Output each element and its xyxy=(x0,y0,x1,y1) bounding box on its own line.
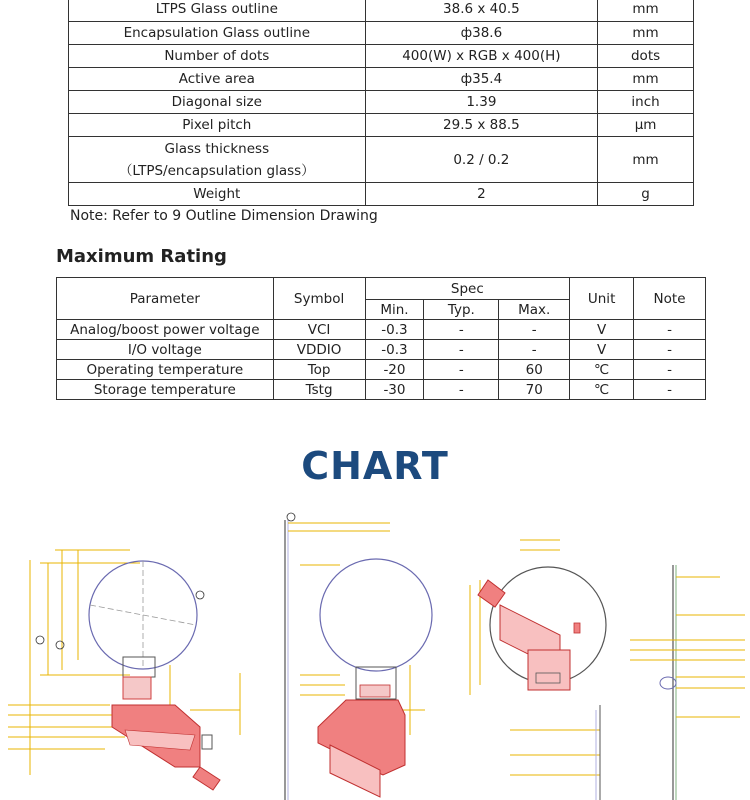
cell-max: 70 xyxy=(499,380,570,400)
callout-icon xyxy=(287,513,295,521)
spec-item: Weight xyxy=(69,183,366,206)
outline-dimension-drawing xyxy=(0,505,750,800)
front-view-drawing xyxy=(8,550,240,790)
section-title: Maximum Rating xyxy=(56,246,227,267)
cell-min: -30 xyxy=(365,380,424,400)
cell-unit: V xyxy=(570,340,634,360)
callout-icon xyxy=(196,591,204,599)
chart-heading: CHART xyxy=(301,444,449,488)
spec-value: 400(W) x RGB x 400(H) xyxy=(365,45,598,68)
back-view-drawing xyxy=(300,559,432,797)
col-header-note: Note xyxy=(634,278,706,320)
col-header-spec: Spec xyxy=(365,278,570,300)
table-row xyxy=(57,320,706,340)
cell-min: -20 xyxy=(365,360,424,380)
spec-unit: mm xyxy=(598,0,694,22)
spec-value: ф38.6 xyxy=(365,22,598,45)
cell-unit: V xyxy=(570,320,634,340)
col-header-max: Max. xyxy=(499,300,570,320)
table-row xyxy=(69,91,694,114)
table-note: Note: Refer to 9 Outline Dimension Drawing xyxy=(70,208,378,224)
cell-max: 60 xyxy=(499,360,570,380)
cell-typ: - xyxy=(424,380,499,400)
cell-parameter: Analog/boost power voltage xyxy=(57,320,274,340)
fpc-connector xyxy=(360,685,390,697)
spec-item xyxy=(69,137,366,183)
cell-symbol: VDDIO xyxy=(273,340,365,360)
max-rating-table xyxy=(56,277,706,400)
cell-min: -0.3 xyxy=(365,320,424,340)
table-row xyxy=(69,183,694,206)
cell-typ: - xyxy=(424,340,499,360)
cell-min: -0.3 xyxy=(365,340,424,360)
header-row xyxy=(57,278,706,300)
table-row xyxy=(57,380,706,400)
cell-unit: ℃ xyxy=(570,360,634,380)
spec-value: 1.39 xyxy=(365,91,598,114)
col-header-symbol: Symbol xyxy=(273,278,365,320)
spec-item: Number of dots xyxy=(69,45,366,68)
cell-unit: ℃ xyxy=(570,380,634,400)
table-row xyxy=(57,340,706,360)
spec-value: 38.6 x 40.5 xyxy=(365,0,598,22)
spec-unit: g xyxy=(598,183,694,206)
cell-typ: - xyxy=(424,320,499,340)
col-header-typ: Typ. xyxy=(424,300,499,320)
spec-value: 0.2 / 0.2 xyxy=(365,137,598,183)
cell-note: - xyxy=(634,380,706,400)
callout-icon xyxy=(56,641,64,649)
table-row xyxy=(69,114,694,137)
spec-unit: mm xyxy=(598,68,694,91)
spec-value: 2 xyxy=(365,183,598,206)
col-header-min: Min. xyxy=(365,300,424,320)
spec-item-line: Glass thickness xyxy=(164,140,270,157)
spec-value: ф35.4 xyxy=(365,68,598,91)
cell-typ: - xyxy=(424,360,499,380)
cell-note: - xyxy=(634,360,706,380)
cell-note: - xyxy=(634,320,706,340)
cell-max: - xyxy=(499,340,570,360)
spec-unit: μm xyxy=(598,114,694,137)
display-outline-circle xyxy=(320,559,432,671)
fpc-connector xyxy=(123,677,151,699)
spec-table xyxy=(68,0,694,206)
spec-item: Pixel pitch xyxy=(69,114,366,137)
spec-item-line: （LTPS/encapsulation glass） xyxy=(118,162,315,179)
spec-unit: dots xyxy=(598,45,694,68)
table-row xyxy=(69,137,694,183)
dimension-lines xyxy=(8,550,240,775)
dimension-lines xyxy=(630,577,745,717)
spec-unit: mm xyxy=(598,137,694,183)
cell-parameter: I/O voltage xyxy=(57,340,274,360)
spec-value: 29.5 x 88.5 xyxy=(365,114,598,137)
cell-note: - xyxy=(634,340,706,360)
spec-item: Active area xyxy=(69,68,366,91)
callout-icon xyxy=(36,636,44,644)
table-row xyxy=(69,22,694,45)
col-header-parameter: Parameter xyxy=(57,278,274,320)
spec-item: Diagonal size xyxy=(69,91,366,114)
spec-unit: inch xyxy=(598,91,694,114)
spec-item: LTPS Glass outline xyxy=(69,0,366,22)
spec-unit: mm xyxy=(598,22,694,45)
cell-parameter: Operating temperature xyxy=(57,360,274,380)
table-row xyxy=(69,45,694,68)
table-row xyxy=(69,68,694,91)
rear-detail-drawing xyxy=(470,540,606,800)
table-row xyxy=(57,360,706,380)
cell-symbol: VCI xyxy=(273,320,365,340)
table-row xyxy=(69,0,694,22)
spec-item: Encapsulation Glass outline xyxy=(69,22,366,45)
thin-side-view-drawing xyxy=(630,565,745,800)
cell-symbol: Tstg xyxy=(273,380,365,400)
cell-max: - xyxy=(499,320,570,340)
col-header-unit: Unit xyxy=(570,278,634,320)
cell-symbol: Top xyxy=(273,360,365,380)
cell-parameter: Storage temperature xyxy=(57,380,274,400)
